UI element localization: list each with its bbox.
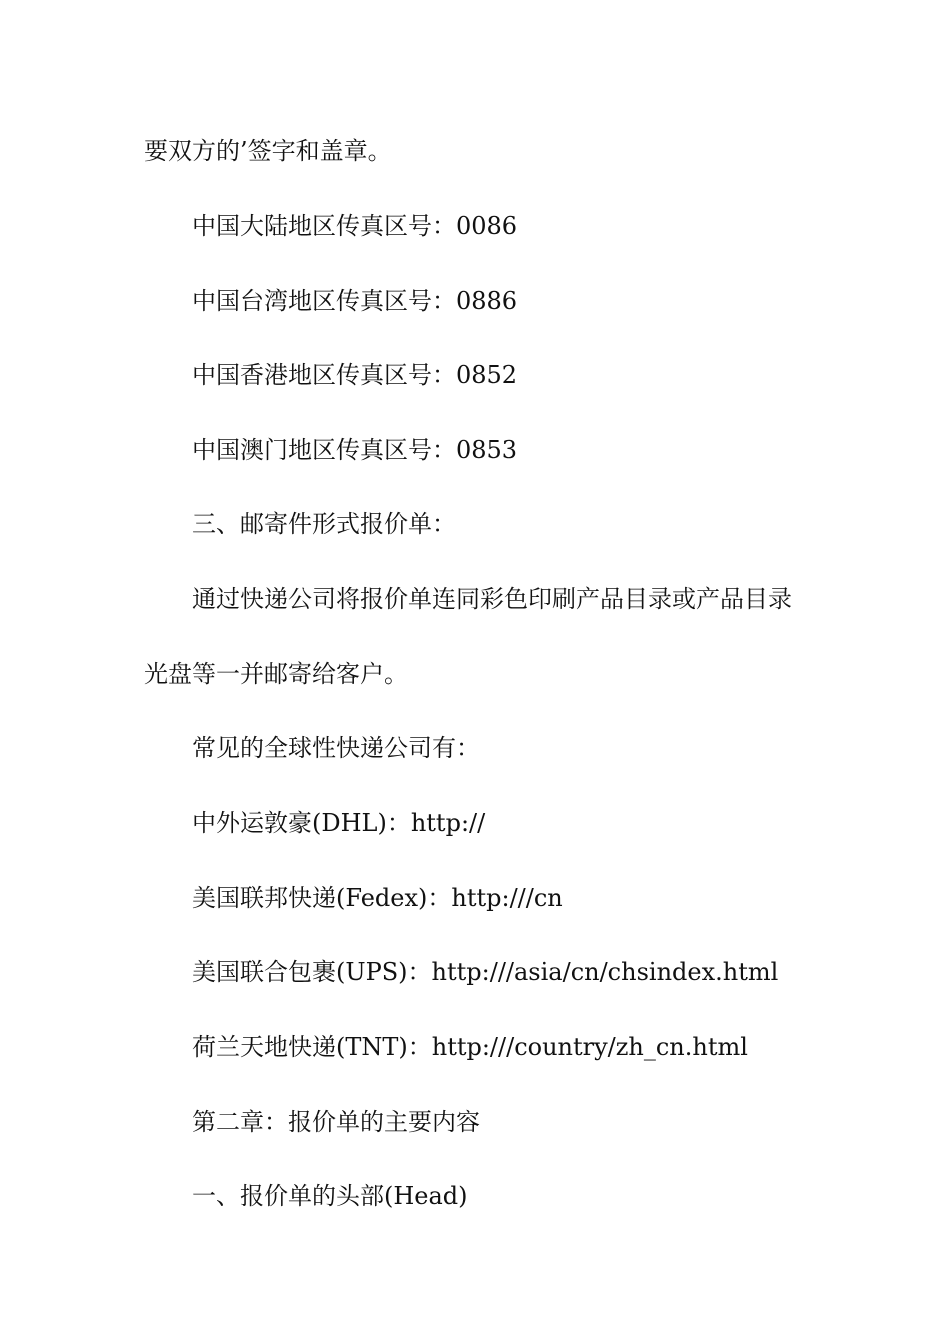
fax-code-taiwan: 中国台湾地区传真区号：0886	[192, 287, 518, 315]
courier-fedex: 美国联邦快递(Fedex)：http:///cn	[192, 884, 563, 912]
paragraph-line-signature: 要双方的’签字和盖章。	[144, 137, 392, 165]
fax-code-macau: 中国澳门地区传真区号：0853	[192, 436, 518, 464]
courier-dhl: 中外运敦豪(DHL)：http://	[192, 809, 486, 837]
fax-code-mainland: 中国大陆地区传真区号：0086	[192, 212, 518, 240]
paragraph-line-courier-companies: 常见的全球性快递公司有：	[192, 734, 480, 762]
fax-code-hongkong: 中国香港地区传真区号：0852	[192, 361, 518, 389]
section-heading-mail-quotation: 三、邮寄件形式报价单：	[192, 510, 456, 538]
paragraph-line-courier-2: 光盘等一并邮寄给客户。	[144, 660, 408, 688]
courier-tnt: 荷兰天地快递(TNT)：http:///country/zh_cn.html	[192, 1033, 748, 1061]
section-heading-head: 一、报价单的头部(Head)	[192, 1182, 468, 1210]
courier-ups: 美国联合包裹(UPS)：http:///asia/cn/chsindex.html	[192, 958, 779, 986]
paragraph-line-courier-1: 通过快递公司将报价单连同彩色印刷产品目录或产品目录	[192, 585, 792, 613]
chapter-heading: 第二章：报价单的主要内容	[192, 1108, 480, 1136]
